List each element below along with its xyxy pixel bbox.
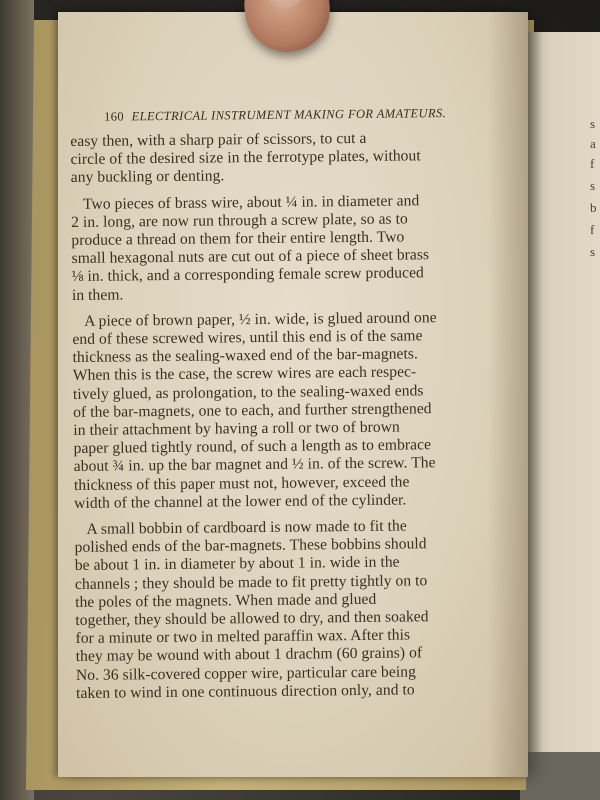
text-line: width of the channel at the lower end of the cylinder. [74,491,407,512]
paragraphs [70,128,516,703]
text-line: they may be wound with about 1 drachm (60 grains) of [75,644,423,666]
text-line: No. 36 silk-covered copper wire, particular care being [75,663,416,684]
text-line: together, they should be allowed to dry, and then soaked [75,608,429,630]
text-line: small hexagonal nuts are cut out of a piece of sheet brass [71,246,430,268]
facing-page-fragment: f [590,222,595,237]
running-head-title: ELECTRICAL INSTRUMENT MAKING FOR AMATEURS. [131,106,447,124]
text-line: of the bar-magnets, one to each, and further strengthened [73,400,432,421]
text-line: thickness as the sealing-waxed end of the bar-magnets. [72,345,419,367]
text-line: When this is the case, the screw wires are each respec- [72,363,417,385]
text-line: any buckling or denting. [70,167,225,187]
facing-page-fragment: s [590,244,596,259]
text-line: tively glued, as prolongation, to the sealing-waxed ends [72,381,424,403]
facing-page-fragment: a [590,136,596,151]
text-line: taken to wind in one continuous direction only, and to [76,681,415,702]
text-line: ⅛ in. thick, and a corresponding female screw produced [71,264,424,286]
facing-page-fragment: f [590,156,595,171]
text-line: Two pieces of brass wire, about ¼ in. in diameter and [82,191,420,213]
thumbnail-nail [262,0,306,10]
text-line: in them. [71,286,124,304]
text-line: easy then, with a sharp pair of scissors, to cut a [70,129,367,150]
text-line: A piece of brown paper, ½ in. wide, is glued around one [84,309,437,330]
text-line: about ¾ in. up the bar magnet and ½ in. of the screw. The [73,454,436,476]
text-line: A small bobbin of cardboard is now made to fit the [86,517,407,538]
facing-page-fragment: s [590,178,596,193]
text-line: in their attachment by having a roll or two of brown [73,418,400,440]
text-line: channels ; they should be made to fit pretty tightly on to [74,571,428,593]
text-line: polished ends of the bar-magnets. These bobbins should [74,535,427,557]
text-line: produce a thread on them for their entire length. Two [71,228,405,250]
facing-page [528,32,600,752]
facing-page-fragment: s [590,116,596,131]
text-line: for a minute or two in melted paraffin wax. After this [75,626,411,648]
paragraph [70,128,511,187]
paragraph [74,516,516,703]
paragraph [71,191,512,305]
text-line: end of these screwed wires, until this end is of the same [72,327,423,349]
text-line: paper glued tightly round, of such a length as to embrace [73,436,432,458]
running-head [104,105,510,124]
page-text [70,105,516,710]
text-line: 2 in. long, are now run through a screw plate, so as to [71,210,408,231]
facing-page-fragment: b [590,200,597,215]
text-line: thickness of this paper must not, however, exceed the [73,473,410,494]
text-line: the poles of the magnets. When made and glued [75,590,377,611]
text-line: be about 1 in. in diameter by about 1 in. wide in the [74,554,400,575]
page-number: 160 [103,109,125,124]
text-line: circle of the desired size in the ferrotype plates, without [70,147,421,169]
paragraph [72,308,514,513]
